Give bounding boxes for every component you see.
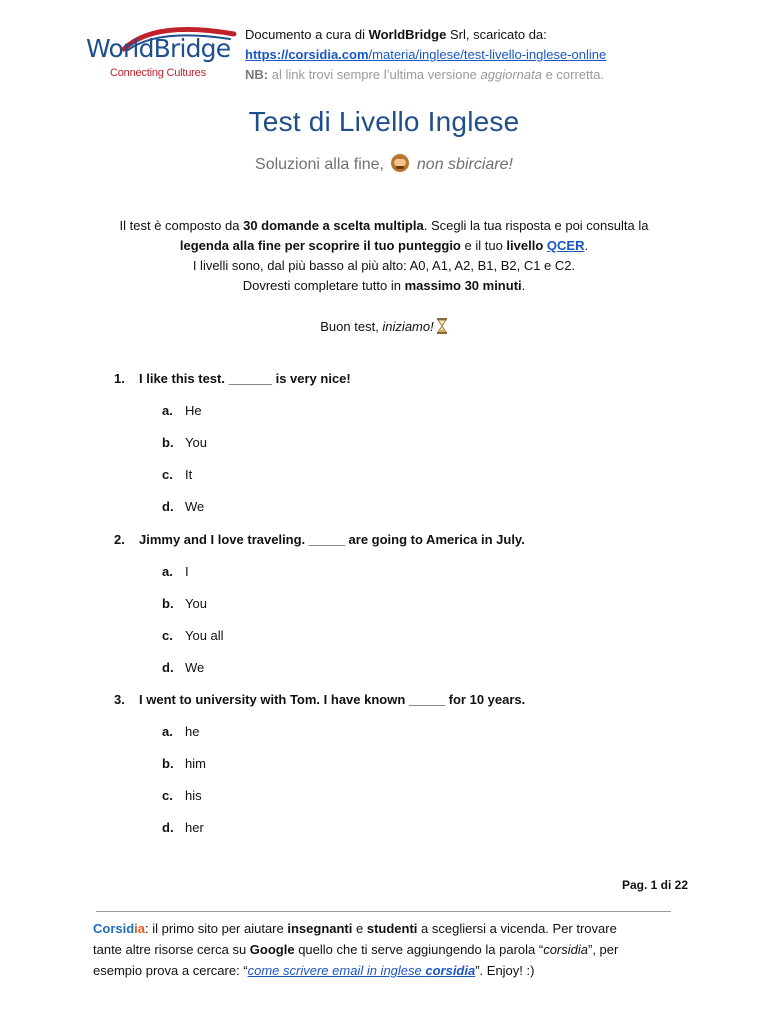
header-line-1 (245, 25, 725, 45)
option-text: You (185, 596, 207, 611)
option-text: You (185, 435, 207, 450)
option-letter: b. (162, 756, 174, 771)
question-1 (114, 371, 351, 386)
footer-bold: studenti (366, 921, 418, 936)
option-2b[interactable] (162, 596, 207, 611)
question-number: 2. (114, 532, 125, 547)
option-2c[interactable] (162, 628, 224, 643)
question-3 (114, 692, 525, 707)
intro-line-4 (60, 276, 708, 296)
footer-line-2 (93, 939, 693, 960)
footer-text: quello che ti serve aggiungendo la parola “ (294, 942, 544, 957)
intro-text: . (521, 278, 526, 293)
option-3b[interactable] (162, 756, 206, 771)
header-suffix: Srl, scaricato da: (446, 27, 547, 42)
page-title: Test di Livello Inglese (248, 106, 520, 137)
option-text: I (185, 564, 189, 579)
footer-bold: insegnanti (287, 921, 353, 936)
option-2a[interactable] (162, 564, 189, 579)
option-letter: b. (162, 596, 174, 611)
worldbridge-logo (84, 22, 240, 84)
subtitle-text: Soluzioni alla fine, (255, 156, 389, 173)
footer-text: a scegliersi a vicenda. Per trovare (417, 921, 617, 936)
intro-line-1 (60, 216, 708, 236)
option-letter: d. (162, 660, 174, 675)
question-text: Jimmy and I love traveling. _____ are going to America in July. (139, 532, 525, 547)
start-text: Buon test, (320, 319, 383, 334)
footer-text: tante altre risorse cerca su (93, 942, 250, 957)
logo-wordmark: WorldBridge (86, 34, 231, 63)
intro-bold: legenda alla fine per scoprire il tuo punteggio (179, 238, 461, 253)
option-text: his (185, 788, 202, 803)
header-prefix: Documento a cura di (245, 27, 369, 42)
option-text: him (185, 756, 206, 771)
option-text: He (185, 403, 202, 418)
question-number: 1. (114, 371, 125, 386)
option-letter: c. (162, 467, 173, 482)
intro-line-3 (60, 256, 708, 276)
hourglass-icon (436, 318, 448, 334)
option-text: It (185, 467, 193, 482)
intro-text: I livelli sono, dal più basso al più alto: (192, 258, 410, 273)
intro-text: A0, A1, A2, B1, B2, C1 e C2 (409, 258, 572, 273)
intro-text: Il test è composto da (119, 218, 244, 233)
option-letter: a. (162, 724, 173, 739)
option-3a[interactable] (162, 724, 199, 739)
nb-label: NB: (245, 67, 269, 82)
footer-text: : il primo sito per aiutare (145, 921, 288, 936)
option-1c[interactable] (162, 467, 192, 482)
footer-line-3 (93, 960, 693, 981)
intro-bold: massimo 30 minuti (404, 278, 522, 293)
footer-text: e (352, 921, 367, 936)
nb-italic: aggiornata (480, 67, 542, 82)
option-2d[interactable] (162, 660, 204, 675)
header-line-2 (245, 45, 725, 65)
option-letter: d. (162, 820, 174, 835)
page-subtitle (0, 154, 768, 174)
option-text: You all (185, 628, 224, 643)
option-text: We (185, 499, 205, 514)
intro-text: Dovresti completare tutto in (242, 278, 405, 293)
qcer-link[interactable]: QCER (546, 238, 585, 253)
option-3c[interactable] (162, 788, 202, 803)
subtitle-italic: non sbirciare! (416, 156, 513, 173)
nb-text-2: e corretta. (541, 67, 605, 82)
footer-brand-part-2: ia (134, 921, 146, 936)
nb-text-1: al link trovi sempre l’ultima versione (268, 67, 481, 82)
option-letter: a. (162, 564, 173, 579)
option-3d[interactable] (162, 820, 204, 835)
see-no-evil-monkey-icon (391, 154, 409, 172)
option-letter: a. (162, 403, 173, 418)
header-brand: WorldBridge (368, 27, 447, 42)
intro-text: . (571, 258, 576, 273)
intro-text: . Scegli la tua risposta e poi consulta la (423, 218, 649, 233)
source-link-path: /materia/inglese/test-livello-inglese-online (368, 47, 607, 62)
footer-brand-part-1: Corsid (93, 921, 135, 936)
logo-tagline: Connecting Cultures (110, 67, 206, 79)
search-example-link[interactable] (248, 963, 476, 978)
start-italic: iniziamo! (382, 319, 434, 334)
question-number: 3. (114, 692, 125, 707)
footer-divider (96, 911, 671, 912)
footer-text: ”, per (588, 942, 619, 957)
option-letter: c. (162, 788, 173, 803)
footer-text: esempio prova a cercare: “ (93, 963, 248, 978)
question-text: I like this test. ______ is very nice! (139, 371, 351, 386)
header-nb-line (245, 65, 725, 85)
intro-text: . (584, 238, 589, 253)
footer-text: ”. Enjoy! :) (475, 963, 535, 978)
footer-bold: Google (249, 942, 295, 957)
start-message (0, 318, 768, 334)
intro-line-2 (60, 236, 708, 256)
option-letter: d. (162, 499, 174, 514)
source-link[interactable] (245, 47, 606, 62)
page-number: Pag. 1 di 22 (621, 878, 688, 892)
intro-paragraph (60, 216, 708, 296)
option-text: her (185, 820, 204, 835)
option-text: We (185, 660, 205, 675)
intro-text: e il tuo (460, 238, 507, 253)
question-text: I went to university with Tom. I have known _____ for 10 years. (139, 692, 526, 707)
footer-italic: corsidia (543, 942, 588, 957)
option-1d[interactable] (162, 499, 204, 514)
search-example-brand: corsidia (425, 963, 476, 978)
option-letter: b. (162, 435, 174, 450)
search-example-text: come scrivere email in inglese (247, 963, 426, 978)
option-letter: c. (162, 628, 173, 643)
intro-bold: 30 domande a scelta multipla (243, 218, 424, 233)
document-header (245, 25, 725, 85)
footer-line-1 (93, 918, 693, 939)
footer-note (93, 918, 693, 981)
option-1a[interactable] (162, 403, 202, 418)
option-1b[interactable] (162, 435, 207, 450)
option-text: he (185, 724, 200, 739)
source-link-host: https://corsidia.com (245, 47, 369, 62)
question-2 (114, 532, 525, 547)
intro-bold: livello (506, 238, 544, 253)
